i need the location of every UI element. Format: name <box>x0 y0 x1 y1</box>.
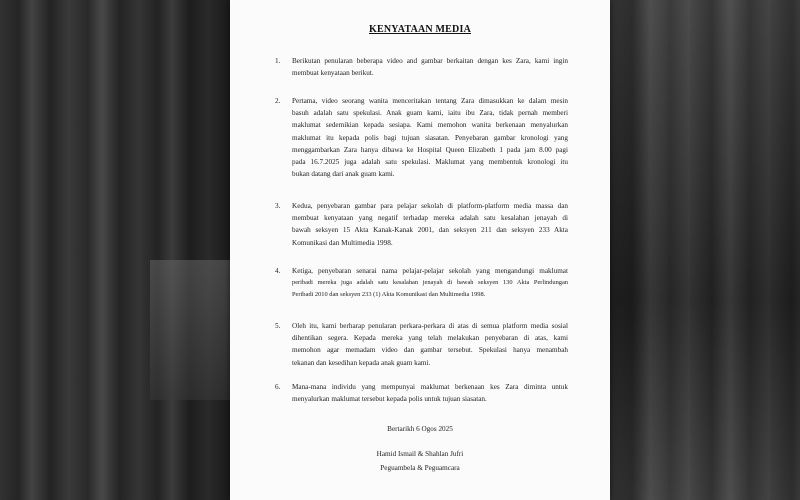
item-text: Oleh itu, kami berharap penularan perkara-perkara di atas di semua platform media sosial dihentikan segera. Kepada mereka yang telah melakukan penyebaran di atas, kami memohon agar memadam video dan gambar tersebut. Spekulasi hanya menambah tekanan dan kesedihan kepada anak guam kami. <box>292 322 568 367</box>
item-number: 1. <box>275 57 281 65</box>
item-number: 2. <box>275 97 281 105</box>
item-number: 5. <box>275 322 281 330</box>
item-text: Kedua, penyebaran gambar para pelajar sekolah di platform-platform media massa dan membuat kenyataan yang negatif terhadap mereka adalah satu kesalahan jenayah di bawah seksyen 15 Akta Kanak-Kanak 2001, dan seksyen 211 dan seksyen 233 Akta Komunikasi dan Multimedia 1998. <box>292 202 568 247</box>
signatory-role: Peguambela & Peguamcara <box>380 464 460 472</box>
document-date: Bertarikh 6 Ogos 2025 <box>387 425 453 433</box>
item-number: 3. <box>275 202 281 210</box>
background-left <box>0 0 230 500</box>
item-number: 4. <box>275 267 281 275</box>
item-number: 6. <box>275 383 281 391</box>
document-page <box>230 0 610 500</box>
item-text: Ketiga, penyebaran senarai nama pelajar-pelajar sekolah yang mengandungi maklumat peribadi mereka juga adalah satu kesalahan jenayah di bawah seksyen 130 Akta Perlindungan Peribadi 2010 dan seksyen 233 (1) Akta Komunikasi dan Multimedia 1998. <box>292 267 568 299</box>
background-right <box>610 0 800 500</box>
item-text: Mana-mana individu yang mempunyai maklumat berkenaan kes Zara diminta untuk menyalurkan maklumat tersebut kepada polis untuk tujuan siasatan. <box>292 383 568 404</box>
signatories: Hamid Ismail & Shahlan Jufri <box>376 450 464 458</box>
item-text: Pertama, video seorang wanita menceritakan tentang Zara dimasukkan ke dalam mesin basuh adalah satu spekulasi. Anak guam kami, iaitu ibu Zara, tidak pernah memberi maklumat sedemikian kepada sesiapa. Kami memohon wanita berkenaan menyalurkan maklumat itu kepada polis bagi tujuan siasatan. Penyebaran gambar kronologi yang menggambarkan Zara hanya dibawa ke Hospital Queen Elizabeth 1 pada jam 8.00 pagi pada 16.7.2025 juga adalah satu spekulasi. Maklumat yang membentuk kronologi itu bukan datang dari anak guam kami. <box>292 97 568 179</box>
item-text: Berikutan penularan beberapa video and gambar berkaitan dengan kes Zara, kami ingin membuat kenyataan berikut. <box>292 57 568 78</box>
document-title: KENYATAAN MEDIA <box>369 24 471 35</box>
